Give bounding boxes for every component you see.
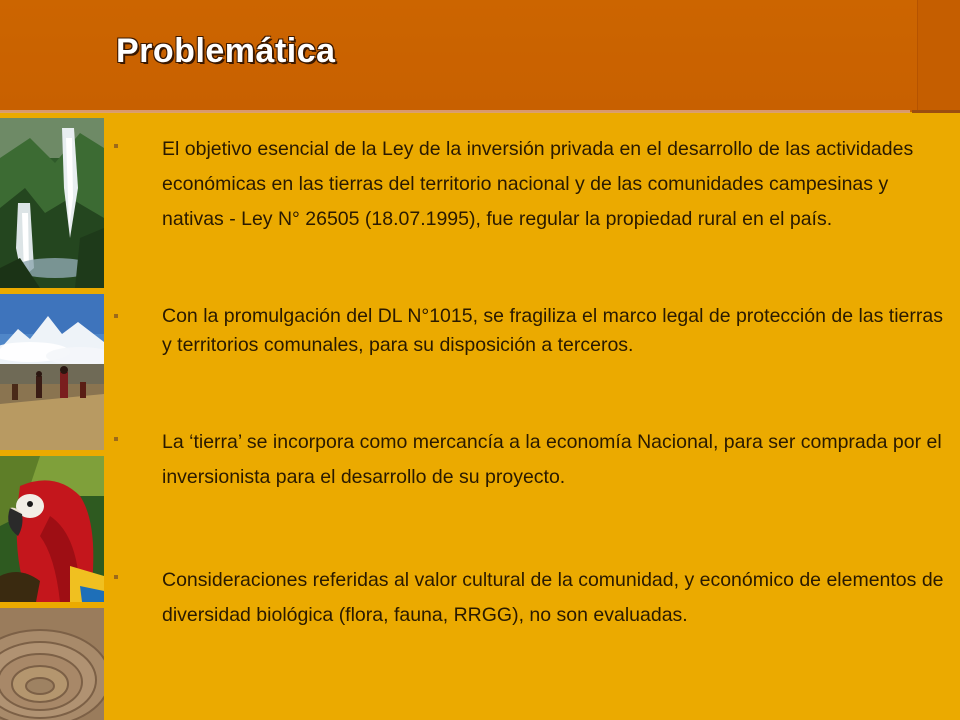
bullet-text: Consideraciones referidas al valor cultural de la comunidad, y económico de elementos de diversidad biológica (flora, fauna, RRGG), no son evaluadas. xyxy=(162,569,944,626)
title-bar-side-panel xyxy=(917,0,960,110)
bullet-item xyxy=(114,132,954,237)
photo-strip xyxy=(0,118,104,720)
bullet-marker xyxy=(114,575,118,579)
bullet-text: El objetivo esencial de la Ley de la inversión privada en el desarrollo de las actividades económicas en las tierras del territorio nacional y de las comunidades campesinas y nativas - Ley N° 26505 (18.07.1995), fue regular la propiedad rural en el país. xyxy=(162,138,914,230)
bullet-item xyxy=(114,425,954,495)
bullet-text: Con la promulgación del DL N°1015, se fragiliza el marco legal de protección de las tierras y territorios comunales, para su disposición a terceros. xyxy=(162,305,943,356)
bullet-item xyxy=(114,563,954,633)
andes-landscape-photo xyxy=(0,294,104,450)
title-bar-rule-end xyxy=(912,110,960,113)
moray-terraces-photo xyxy=(0,608,104,720)
slide-title: Problemática xyxy=(116,32,336,70)
bullet-text: La ‘tierra’ se incorpora como mercancía a la economía Nacional, para ser comprada por el inversionista para el desarrollo de su proyecto. xyxy=(162,431,942,488)
bullet-marker xyxy=(114,314,118,318)
bullet-marker xyxy=(114,144,118,148)
bullet-item xyxy=(114,302,954,360)
waterfall-photo xyxy=(0,118,104,288)
title-bar-rule xyxy=(0,110,910,113)
macaw-photo xyxy=(0,456,104,602)
bullet-marker xyxy=(114,437,118,441)
